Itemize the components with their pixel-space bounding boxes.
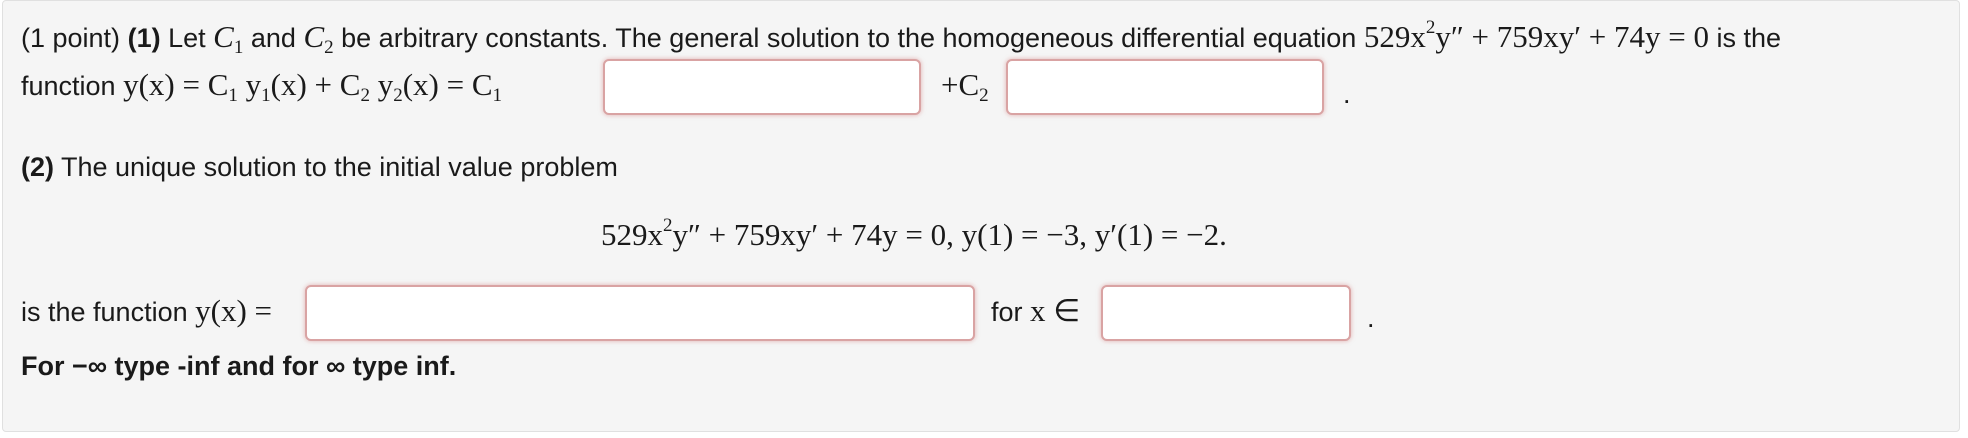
part1-description: be arbitrary constants. The general solution to the homogeneous differential equation	[341, 23, 1357, 53]
problem-panel	[2, 0, 1960, 432]
ivp-equation: $529x^2y'' + 759xy' + 74y = 0$, y(1) = −3, y′(1) = −2.	[601, 215, 1227, 252]
general-solution-expression: $y(x) = C_1$ $y_1(x) + C_2$ $y_2(x) = C_1$	[123, 67, 503, 106]
y1-input[interactable]	[603, 59, 921, 115]
solution-input[interactable]	[305, 285, 975, 341]
ode-equation: $529x^2y'' + 759xy' + 74y = 0$	[1363, 17, 1709, 54]
part1-line2	[21, 65, 502, 106]
part1-line1	[21, 17, 1781, 58]
part1-label: (1)	[127, 23, 161, 53]
infinity-hint: For −∞ type -inf and for ∞ type inf.	[21, 351, 457, 381]
plus-c2-label: $+C_2$	[941, 67, 989, 106]
part2-intro	[21, 147, 618, 187]
is-function-text: is the function	[21, 297, 188, 327]
part2-description: The unique solution to the initial value problem	[61, 152, 618, 182]
and-text: and	[250, 23, 296, 53]
is-the-text: is the	[1716, 23, 1782, 53]
part2-label: (2)	[21, 152, 54, 182]
period-1: .	[1343, 79, 1351, 109]
y2-input[interactable]	[1006, 59, 1324, 115]
for-x-in-label: for x ∈	[991, 293, 1081, 328]
points-label: (1 point)	[21, 23, 121, 53]
interval-input[interactable]	[1101, 285, 1351, 341]
period-2: .	[1367, 303, 1375, 333]
yx-symbol: y(x) =	[195, 293, 273, 328]
c2-symbol: $C_2$	[303, 19, 334, 58]
solution-line	[21, 291, 272, 332]
c1-symbol: $C_1$	[213, 19, 244, 58]
let-text: Let	[168, 23, 206, 53]
function-text: function	[21, 71, 116, 101]
